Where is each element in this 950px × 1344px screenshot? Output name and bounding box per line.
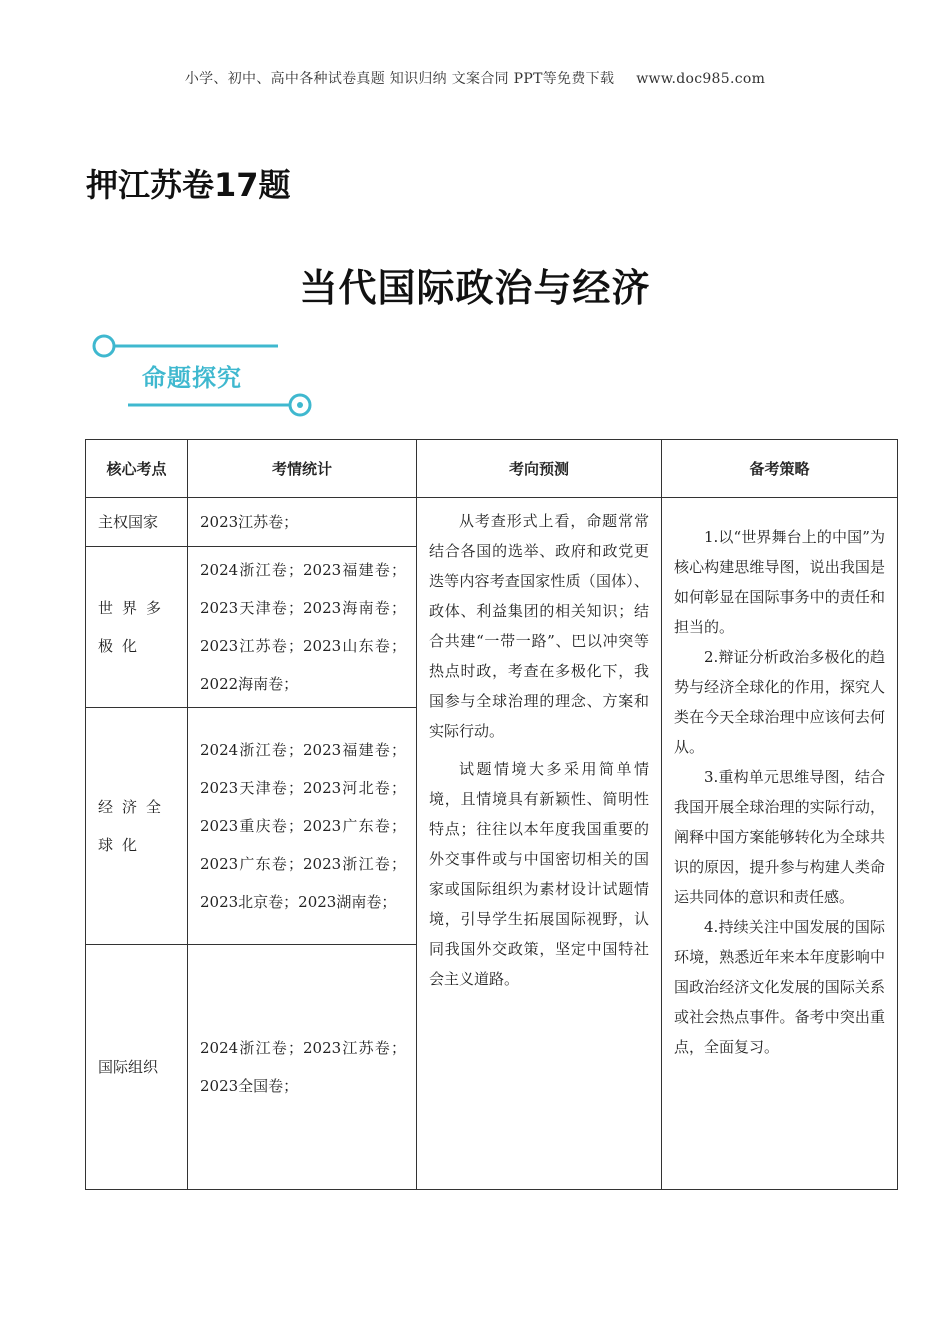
stats-cell: 2023江苏卷； [188, 498, 417, 547]
header-slogan: 小学、初中、高中各种试卷真题 知识归纳 文案合同 PPT等免费下载 [184, 71, 615, 87]
exam-analysis-table [85, 439, 898, 1190]
forecast-paragraph: 试题情境大多采用简单情境，且情境具有新颖性、简明性特点；往往以本年度我国重要的外交事件或与中国密切相关的国家或国际组织为素材设计试题情境，引导学生拓展国际视野，认同我国外交政策，坚定中国特社会主义道路。 [429, 760, 649, 988]
banner-circle-icon [94, 336, 114, 356]
header-site[interactable]: www.doc985.com [636, 71, 766, 87]
strategy-cell [662, 498, 898, 1190]
table-header-cell: 考情统计 [188, 440, 417, 498]
section-banner-label: 命题探究 [142, 364, 242, 392]
table-header-cell: 备考策略 [662, 440, 898, 498]
table-header-cell: 考向预测 [417, 440, 662, 498]
stats-cell: 2024浙江卷；2023福建卷；2023天津卷；2023河北卷；2023重庆卷；2023广东卷；2023广东卷；2023浙江卷；2023北京卷；2023湖南卷； [188, 708, 417, 945]
stats-cell: 2024浙江卷；2023江苏卷；2023全国卷； [188, 945, 417, 1190]
table-row [86, 498, 898, 547]
page-subtitle: 当代国际政治与经济 [299, 266, 651, 310]
table-header-row [86, 440, 898, 498]
forecast-cell [417, 498, 662, 1190]
strategy-paragraph: 2.辩证分析政治多极化的趋势与经济全球化的作用，探究人类在今天全球治理中应该何去何从。 [674, 648, 885, 756]
table-header-cell: 核心考点 [86, 440, 188, 498]
core-point-cell: 主权国家 [86, 498, 188, 547]
page-header [0, 68, 950, 88]
strategy-paragraph: 1.以“世界舞台上的中国”为核心构建思维导图，说出我国是如何彰显在国际事务中的责任和担当的。 [674, 528, 885, 636]
strategy-paragraph: 3.重构单元思维导图，结合我国开展全球治理的实际行动，阐释中国方案能够转化为全球共识的原因，提升参与构建人类命运共同体的意识和责任感。 [674, 768, 885, 906]
core-point-cell: 经济全球化 [86, 708, 188, 945]
stats-cell: 2024浙江卷；2023福建卷；2023天津卷；2023海南卷；2023江苏卷；2023山东卷；2022海南卷； [188, 547, 417, 708]
core-point-cell: 世界多极化 [86, 547, 188, 708]
core-point-cell: 国际组织 [86, 945, 188, 1190]
forecast-paragraph: 从考查形式上看，命题常常结合各国的选举、政府和政党更迭等内容考查国家性质（国体）、政体、利益集团的相关知识；结合共建“一带一路”、巴以冲突等热点时政，考查在多极化下，我国参与全球治理的理念、方案和实际行动。 [429, 512, 649, 740]
strategy-paragraph: 4.持续关注中国发展的国际环境，熟悉近年来本年度影响中国政治经济文化发展的国际关系或社会热点事件。备考中突出重点，全面复习。 [674, 918, 885, 1056]
page-title: 押江苏卷17题 [86, 166, 291, 204]
